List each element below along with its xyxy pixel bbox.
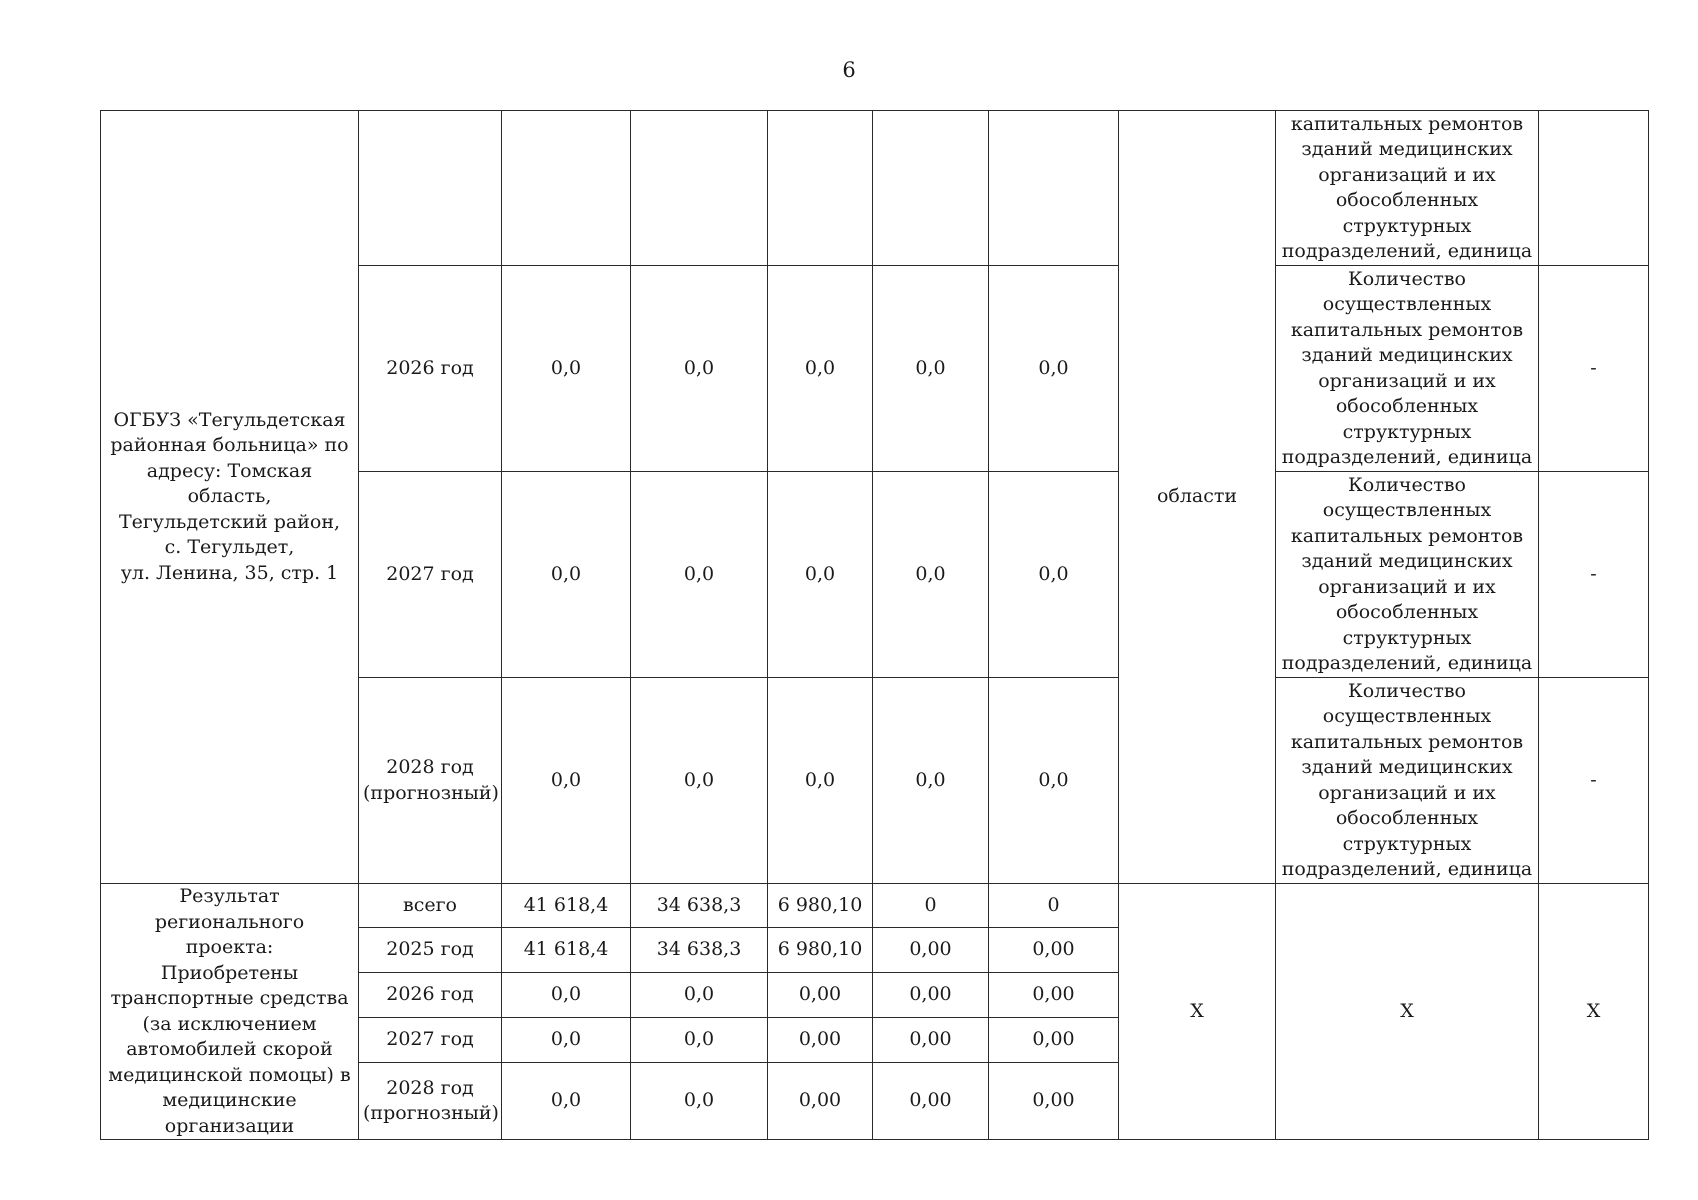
value-cell: 0,0 xyxy=(502,472,631,678)
result-label-line: транспортные средства xyxy=(110,987,349,1009)
result-label-line: (за исключением xyxy=(142,1012,317,1035)
indicator-line: структурных xyxy=(1342,420,1472,443)
value-cell xyxy=(768,111,873,266)
indicator-line: организаций и их xyxy=(1318,369,1496,392)
period-line: 2028 год xyxy=(386,756,474,778)
indicator-line: подразделений, единица xyxy=(1281,240,1533,262)
object-label-line: с. Тегульдет, xyxy=(164,536,295,559)
indicator-line: капитальных ремонтов xyxy=(1290,730,1524,753)
value-cell: 0,00 xyxy=(768,1063,873,1140)
object-label-line: районная больница» по xyxy=(110,434,349,457)
value-cell: 6 980,10 xyxy=(768,884,873,928)
value-cell xyxy=(631,111,768,266)
value-cell: 0,0 xyxy=(502,678,631,884)
result-label-cell xyxy=(101,884,359,1140)
period-cell: 2027 год xyxy=(359,1018,502,1063)
indicator-line: организаций и их xyxy=(1318,781,1496,804)
object-label-cell xyxy=(101,111,359,884)
value-cell: 0,0 xyxy=(631,972,768,1017)
result-label-line: медицинские xyxy=(162,1089,297,1111)
source-cell: области xyxy=(1119,111,1276,884)
value-cell: 34 638,3 xyxy=(631,927,768,972)
indicator-line: капитальных ремонтов xyxy=(1290,318,1524,341)
value-cell: 0,00 xyxy=(873,972,989,1017)
period-line: (прогнозный) xyxy=(363,1102,499,1125)
indicator-line: осуществленных xyxy=(1322,705,1492,727)
value-cell: 0,0 xyxy=(989,266,1119,472)
result-label-line: Приобретены xyxy=(160,961,299,984)
indicator-line: зданий медицинских xyxy=(1301,550,1513,572)
target-cell: - xyxy=(1539,678,1649,884)
indicator-line: подразделений, единица xyxy=(1281,652,1533,674)
result-label-line: медицинской помоцы) в xyxy=(108,1063,351,1086)
value-cell: 0,0 xyxy=(631,266,768,472)
value-cell: 0,0 xyxy=(768,678,873,884)
indicator-line: зданий медицинских xyxy=(1301,138,1513,160)
object-label-line: Тегульдетский район, xyxy=(118,510,341,533)
indicator-cell xyxy=(1276,472,1539,678)
target-cell: Х xyxy=(1539,884,1649,1140)
indicator-line: обособленных xyxy=(1335,189,1479,211)
value-cell: 0,0 xyxy=(873,472,989,678)
indicator-cell xyxy=(1276,266,1539,472)
indicator-line: структурных xyxy=(1342,832,1472,855)
table-row xyxy=(101,884,1649,928)
indicator-line: капитальных ремонтов xyxy=(1290,524,1524,547)
value-cell: 6 980,10 xyxy=(768,927,873,972)
indicator-line: зданий медицинских xyxy=(1301,756,1513,778)
indicator-line: структурных xyxy=(1342,626,1472,649)
result-label-line: организации xyxy=(164,1114,295,1137)
indicator-cell xyxy=(1276,111,1539,266)
value-cell: 0,00 xyxy=(768,1018,873,1063)
value-cell: 0,00 xyxy=(873,927,989,972)
indicator-line: подразделений, единица xyxy=(1281,858,1533,880)
indicator-line: осуществленных xyxy=(1322,293,1492,315)
indicator-line: Количество xyxy=(1348,679,1466,702)
value-cell: 0,00 xyxy=(768,972,873,1017)
target-cell: - xyxy=(1539,266,1649,472)
object-label-line: ул. Ленина, 35, стр. 1 xyxy=(120,561,339,584)
value-cell: 34 638,3 xyxy=(631,884,768,928)
value-cell: 0,0 xyxy=(631,1063,768,1140)
value-cell: 41 618,4 xyxy=(502,927,631,972)
object-label-line: адресу: Томская область, xyxy=(146,459,313,508)
indicator-line: обособленных xyxy=(1335,601,1479,623)
value-cell: 0,0 xyxy=(631,1018,768,1063)
value-cell: 0,00 xyxy=(989,1063,1119,1140)
budget-table xyxy=(100,110,1649,1140)
value-cell: 0,00 xyxy=(873,1063,989,1140)
indicator-line: капитальных ремонтов xyxy=(1290,112,1524,135)
indicator-line: Количество xyxy=(1348,473,1466,496)
value-cell: 41 618,4 xyxy=(502,884,631,928)
period-cell: 2026 год xyxy=(359,266,502,472)
value-cell xyxy=(989,111,1119,266)
value-cell xyxy=(502,111,631,266)
period-cell xyxy=(359,678,502,884)
value-cell xyxy=(873,111,989,266)
period-cell xyxy=(359,1063,502,1140)
value-cell: 0,0 xyxy=(989,472,1119,678)
indicator-line: организаций и их xyxy=(1318,575,1496,598)
object-label-line: ОГБУЗ «Тегульдетская xyxy=(113,408,346,431)
source-cell: Х xyxy=(1119,884,1276,1140)
value-cell: 0,0 xyxy=(873,266,989,472)
value-cell: 0,0 xyxy=(502,972,631,1017)
indicator-line: обособленных xyxy=(1335,395,1479,417)
value-cell: 0,0 xyxy=(631,678,768,884)
value-cell: 0,00 xyxy=(873,1018,989,1063)
value-cell: 0 xyxy=(989,884,1119,928)
period-line: (прогнозный) xyxy=(363,781,499,804)
result-label-line: проекта: xyxy=(185,936,274,958)
indicator-cell xyxy=(1276,678,1539,884)
period-cell: 2027 год xyxy=(359,472,502,678)
result-label-line: автомобилей скорой xyxy=(126,1038,333,1060)
result-label-line: Результат регионального xyxy=(154,885,305,933)
indicator-line: Количество xyxy=(1348,267,1466,290)
value-cell: 0,0 xyxy=(873,678,989,884)
page-number: 6 xyxy=(842,58,856,82)
period-cell: всего xyxy=(359,884,502,928)
value-cell: 0 xyxy=(873,884,989,928)
value-cell: 0,0 xyxy=(989,678,1119,884)
value-cell: 0,0 xyxy=(768,472,873,678)
period-cell xyxy=(359,111,502,266)
indicator-line: обособленных xyxy=(1335,807,1479,829)
value-cell: 0,00 xyxy=(989,927,1119,972)
value-cell: 0,0 xyxy=(502,266,631,472)
target-cell: - xyxy=(1539,472,1649,678)
value-cell: 0,0 xyxy=(768,266,873,472)
period-cell: 2026 год xyxy=(359,972,502,1017)
indicator-line: организаций и их xyxy=(1318,163,1496,186)
target-cell xyxy=(1539,111,1649,266)
table-row xyxy=(101,111,1649,266)
value-cell: 0,00 xyxy=(989,1018,1119,1063)
value-cell: 0,0 xyxy=(631,472,768,678)
value-cell: 0,00 xyxy=(989,972,1119,1017)
indicator-line: подразделений, единица xyxy=(1281,446,1533,468)
indicator-cell: Х xyxy=(1276,884,1539,1140)
value-cell: 0,0 xyxy=(502,1063,631,1140)
period-cell: 2025 год xyxy=(359,927,502,972)
indicator-line: зданий медицинских xyxy=(1301,344,1513,366)
period-line: 2028 год xyxy=(386,1076,474,1099)
indicator-line: осуществленных xyxy=(1322,499,1492,521)
indicator-line: структурных xyxy=(1342,214,1472,237)
value-cell: 0,0 xyxy=(502,1018,631,1063)
